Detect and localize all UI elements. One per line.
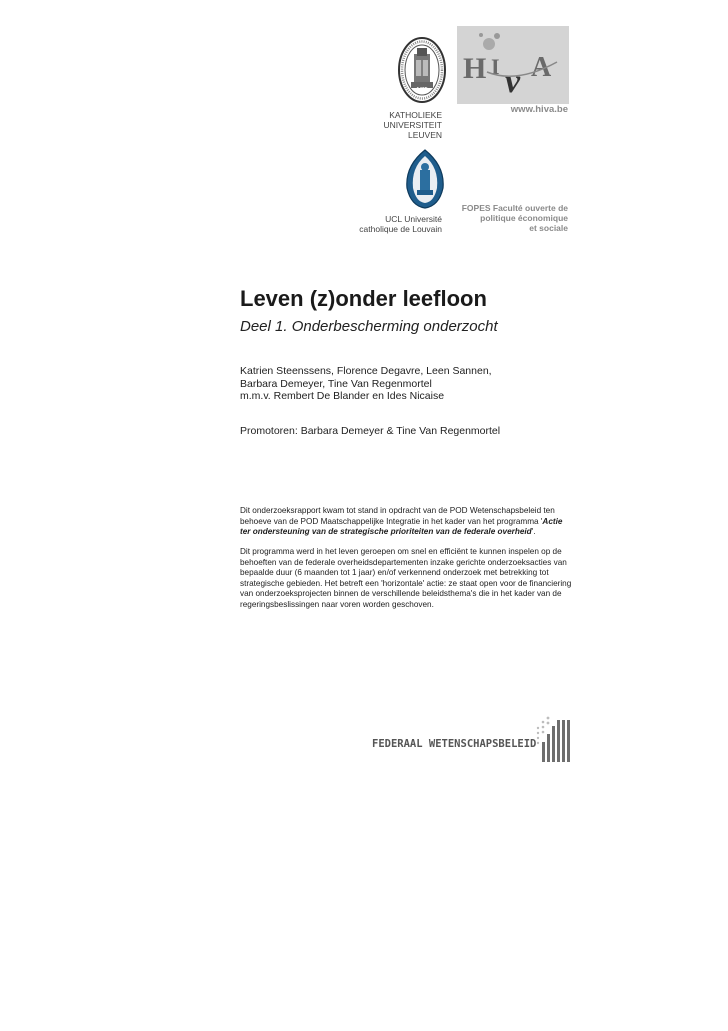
ucl-caption-line: catholique de Louvain	[359, 224, 442, 234]
ucl-caption	[320, 214, 442, 234]
document-subtitle: Deel 1. Onderbescherming onderzocht	[240, 318, 498, 335]
author-line: Barbara Demeyer, Tine Van Regenmortel	[240, 377, 432, 390]
fopes-caption-line: et sociale	[529, 223, 568, 233]
hiva-logo	[457, 26, 569, 104]
kuleuven-caption-line: LEUVEN	[407, 130, 442, 140]
fopes-caption	[452, 203, 568, 233]
svg-text:I: I	[491, 54, 500, 79]
hiva-url[interactable]: www.hiva.be	[510, 104, 568, 115]
svg-text:v: v	[505, 63, 521, 100]
fopes-caption-line: FOPES Faculté ouverte de	[461, 203, 568, 213]
commission-paragraph	[240, 506, 574, 538]
kuleuven-caption	[330, 110, 442, 140]
commission-text: Dit onderzoeksrapport kwam tot stand in opdracht van de POD Wetenschapsbeleid ten behoeve van de POD Maatschappelijke Integratie in het kader van het programma '	[240, 506, 555, 526]
promoters: Promotoren: Barbara Demeyer & Tine Van Regenmortel	[240, 425, 501, 437]
programme-name: Actie ter ondersteuning van de strategische prioriteiten van de federale overheid	[240, 516, 563, 537]
kuleuven-caption-line: KATHOLIEKE	[389, 110, 442, 120]
authors	[240, 365, 700, 403]
ucl-seal	[405, 148, 445, 210]
author-line: Katrien Steenssens, Florence Degavre, Leen Sannen,	[240, 365, 492, 377]
commission-text-end: '.	[531, 527, 536, 537]
kuleuven-seal	[397, 36, 447, 104]
federaal-logo-mark	[535, 716, 571, 762]
fopes-caption-line: politique économique	[480, 213, 568, 223]
ucl-caption-line: UCL Université	[385, 214, 442, 224]
svg-text:H: H	[463, 52, 487, 85]
document-title: Leven (z)onder leefloon	[240, 286, 487, 311]
kuleuven-seal-year: 1425	[416, 87, 428, 93]
kuleuven-caption-line: UNIVERSITEIT	[383, 120, 442, 130]
svg-text:A: A	[531, 52, 552, 83]
programme-paragraph: Dit programma werd in het leven geroepen om snel en efficiënt te kunnen inspelen op de behoeften van de federale overheidsdepartementen inzake gerichte onderzoeksacties van bepaalde duur (6 maanden tot 1 jaar) en/of verkennend onderzoek met betrekking tot strategische gebieden. Het betreft een 'horizontale' actie: ze staat open voor de financiering van onderzoeksprojecten binnen de verschillende beleidsthema's die in het kader van de regeringsbeslissingen naar voren worden geschoven.	[240, 547, 572, 609]
federaal-wordmark: FEDERAAL WETENSCHAPSBELEID	[372, 738, 537, 750]
author-line: m.m.v. Rembert De Blander en Ides Nicaise	[240, 390, 445, 402]
